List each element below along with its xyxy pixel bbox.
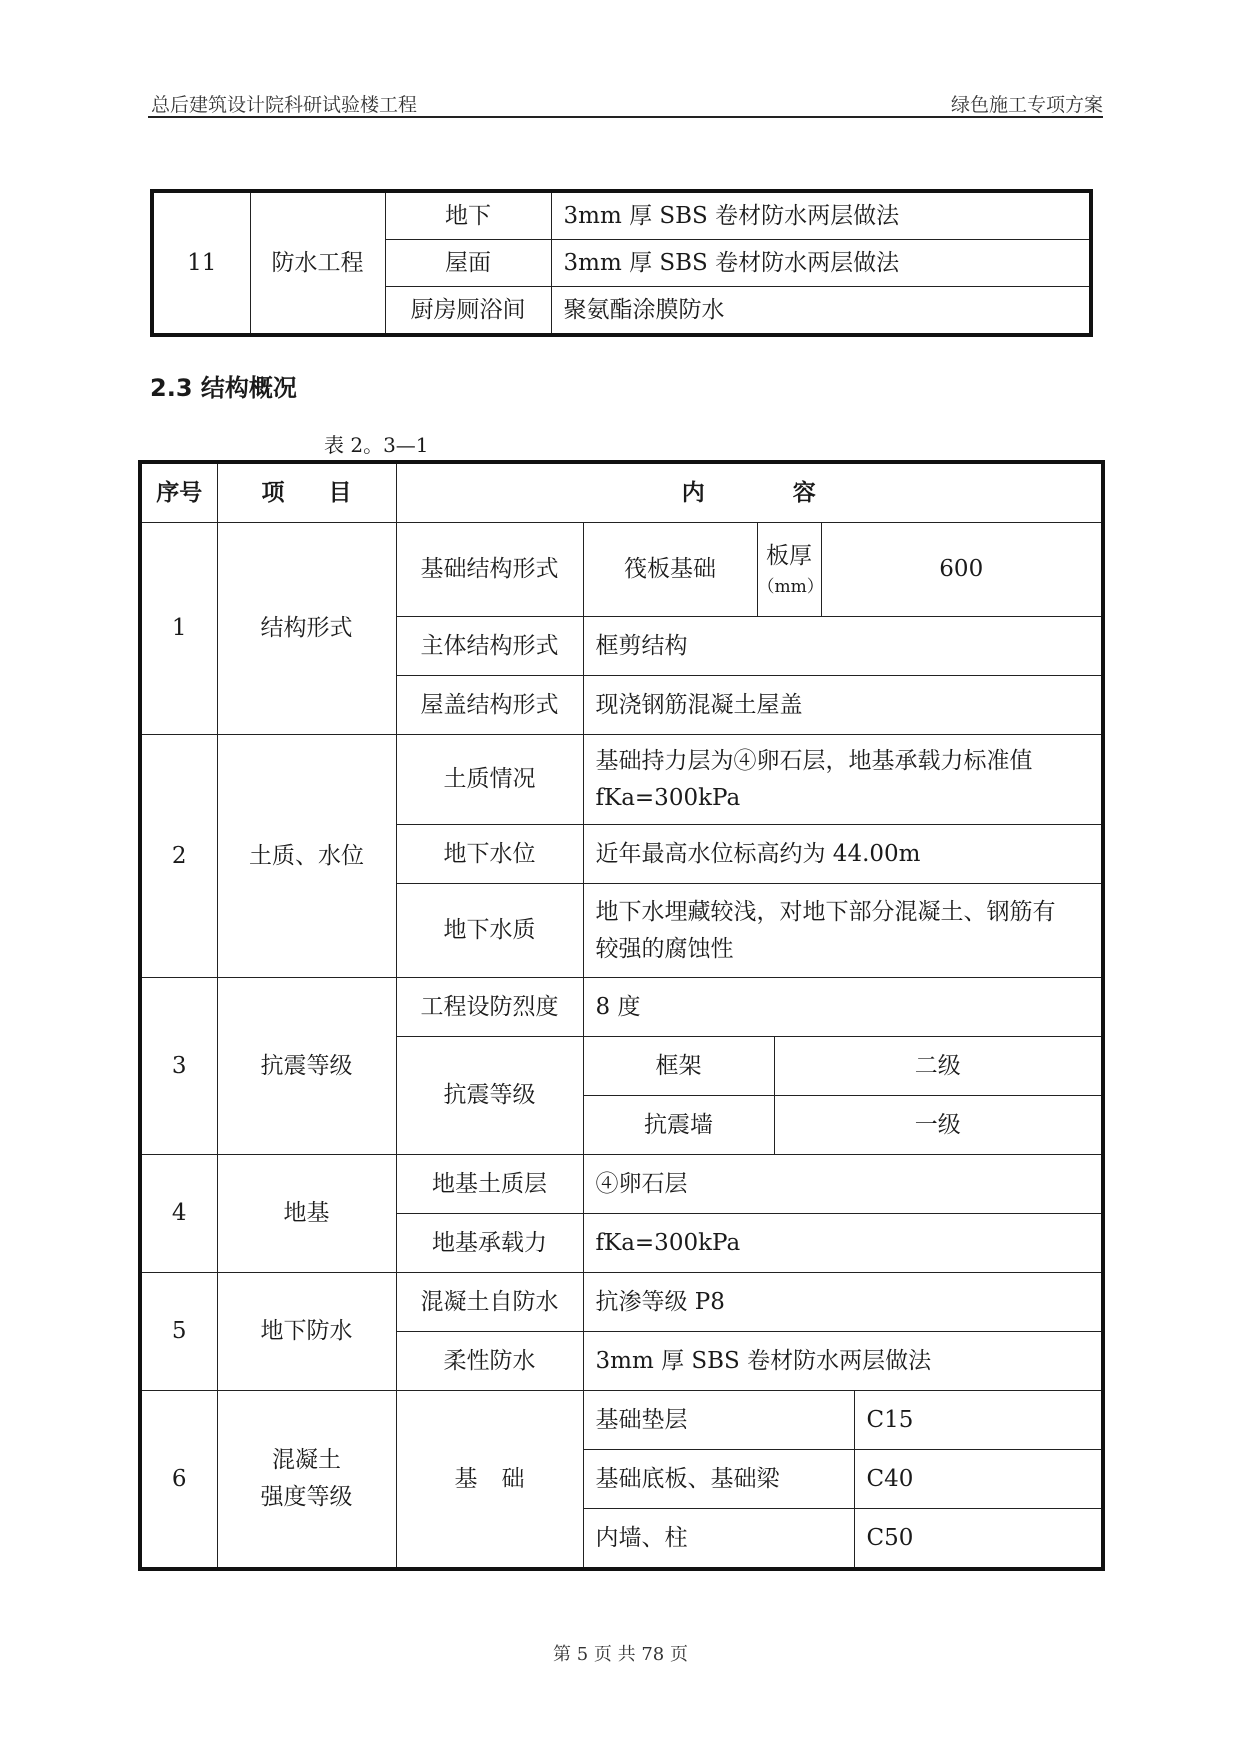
header-item-b: 目	[328, 479, 352, 506]
label-cell: 混凝土自防水	[396, 1273, 583, 1332]
header-project-name: 总后建筑设计院科研试验楼工程	[151, 94, 418, 116]
header-content-a: 内	[681, 479, 705, 506]
content-cell: 3mm 厚 SBS 卷材防水两层做法	[551, 191, 1091, 240]
value-cell: 抗渗等级 P8	[583, 1273, 1103, 1332]
header-no: 序号	[140, 462, 217, 523]
thickness-label: 板厚	[766, 542, 812, 569]
sub-label-cell: 基础底板、基础梁	[583, 1450, 854, 1509]
table-row	[140, 1155, 1103, 1214]
sub-label-cell: 内墙、柱	[583, 1509, 854, 1570]
table-row	[140, 978, 1103, 1037]
row-item-line: 混凝土	[272, 1447, 341, 1474]
thickness-unit: （mm）	[757, 577, 824, 598]
section-title: 2.3 结构概况	[150, 374, 297, 402]
header-content-b: 容	[792, 479, 816, 506]
header-item	[217, 462, 396, 523]
value-cell: fKa=300kPa	[583, 1214, 1103, 1273]
row-item: 土质、水位	[217, 735, 396, 978]
value-cell: 一级	[774, 1096, 1103, 1155]
row-number: 3	[140, 978, 217, 1155]
label-cell: 地基土质层	[396, 1155, 583, 1214]
header-document-title: 绿色施工专项方案	[950, 94, 1103, 116]
label-cell: 地下水位	[396, 825, 583, 884]
table-row	[140, 523, 1103, 617]
sub-item: 地下	[385, 191, 551, 240]
row-item: 抗震等级	[217, 978, 396, 1155]
row-item-line: 强度等级	[260, 1484, 353, 1510]
content-cell: 聚氨酯涂膜防水	[551, 287, 1091, 336]
waterproofing-table	[150, 189, 1093, 337]
row-number: 2	[140, 735, 217, 978]
structure-overview-table	[138, 460, 1105, 1571]
value-line: 地下水埋藏较浅，对地下部分混凝土、钢筋有	[595, 898, 1056, 925]
value-cell: 近年最高水位标高约为 44.00m	[583, 825, 1103, 884]
value-cell	[583, 735, 1103, 825]
value-cell: 二级	[774, 1037, 1103, 1096]
label-cell	[396, 1391, 583, 1570]
label-part: 基	[454, 1465, 478, 1492]
row-item: 地基	[217, 1155, 396, 1273]
sub-item: 屋面	[385, 240, 551, 287]
table-row	[152, 191, 1091, 240]
value-cell: C15	[854, 1391, 1103, 1450]
value-cell: ④卵石层	[583, 1155, 1103, 1214]
value-cell: 600	[821, 523, 1103, 617]
label-cell: 主体结构形式	[396, 617, 583, 676]
label-cell: 地下水质	[396, 884, 583, 978]
table-row	[140, 735, 1103, 825]
label-cell: 土质情况	[396, 735, 583, 825]
value-line: fKa=300kPa	[595, 784, 741, 811]
row-number: 6	[140, 1391, 217, 1570]
row-item: 地下防水	[217, 1273, 396, 1391]
value-cell: 8 度	[583, 978, 1103, 1037]
sub-label-cell: 抗震墙	[583, 1096, 774, 1155]
value-cell	[583, 884, 1103, 978]
sub-label-cell: 框架	[583, 1037, 774, 1096]
table-caption: 表 2。3—1	[324, 433, 429, 457]
value-cell: 框剪结构	[583, 617, 1103, 676]
row-item: 结构形式	[217, 523, 396, 735]
table-row	[140, 1273, 1103, 1332]
label-cell: 工程设防烈度	[396, 978, 583, 1037]
sub-label-cell: 基础垫层	[583, 1391, 854, 1450]
value-cell: C50	[854, 1509, 1103, 1570]
table-row	[140, 1391, 1103, 1450]
row-item	[217, 1391, 396, 1570]
label-cell: 屋盖结构形式	[396, 676, 583, 735]
page-footer: 第 5 页 共 78 页	[553, 1644, 688, 1665]
table-header-row	[140, 462, 1103, 523]
value-cell: 现浇钢筋混凝土屋盖	[583, 676, 1103, 735]
value-cell: 筏板基础	[583, 523, 757, 617]
label-cell: 地基承载力	[396, 1214, 583, 1273]
header-content	[396, 462, 1103, 523]
sub-item: 厨房厕浴间	[385, 287, 551, 336]
label-cell: 基础结构形式	[396, 523, 583, 617]
row-item: 防水工程	[250, 191, 385, 335]
row-number: 5	[140, 1273, 217, 1391]
header-divider	[148, 116, 1103, 118]
row-number: 4	[140, 1155, 217, 1273]
row-number: 1	[140, 523, 217, 735]
value-cell: 3mm 厚 SBS 卷材防水两层做法	[583, 1332, 1103, 1391]
header-item-a: 项	[261, 479, 285, 506]
label-part: 础	[501, 1465, 525, 1492]
value-line: 基础持力层为④卵石层，地基承载力标准值	[595, 747, 1033, 774]
thickness-cell	[757, 523, 824, 617]
row-number: 11	[152, 191, 250, 335]
value-cell: C40	[854, 1450, 1103, 1509]
label-cell: 抗震等级	[396, 1037, 583, 1155]
content-cell: 3mm 厚 SBS 卷材防水两层做法	[551, 240, 1091, 287]
value-line: 较强的腐蚀性	[595, 935, 734, 962]
label-cell: 柔性防水	[396, 1332, 583, 1391]
